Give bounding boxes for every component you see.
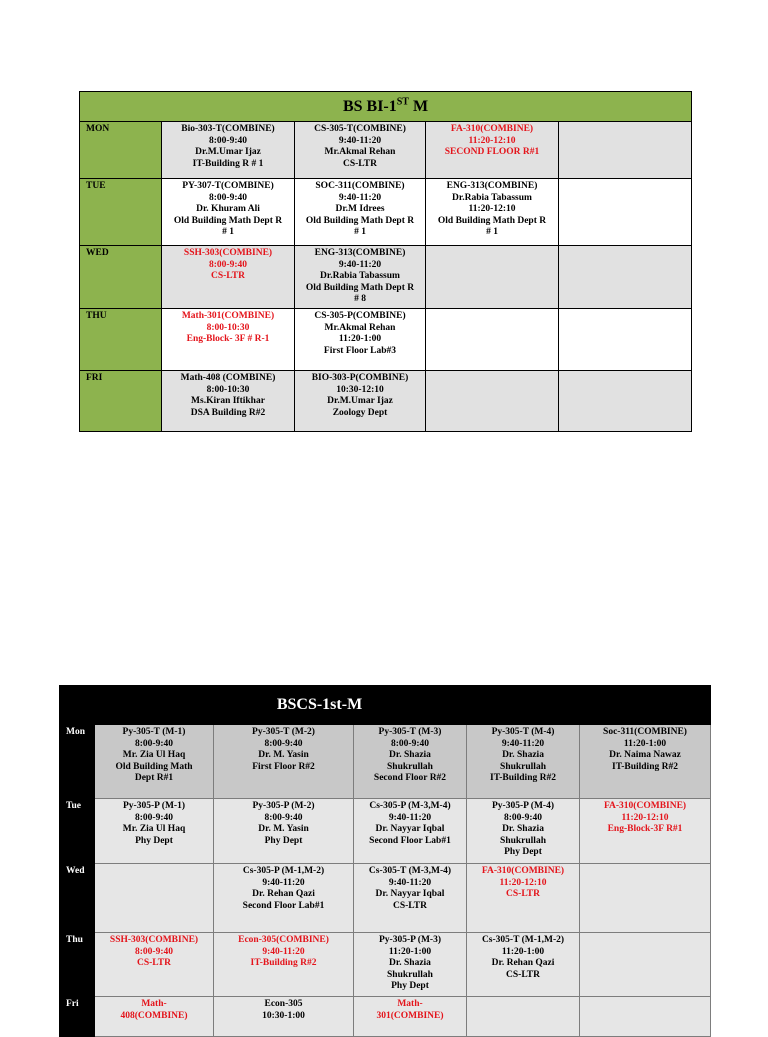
schedule-row (60, 997, 711, 1037)
class-slot-text: Py-305-P (M-2) 8:00-9:40 Dr. M. Yasin Phy Dept (252, 801, 315, 846)
class-slot-text: Py-305-T (M-3) 8:00-9:40 Dr. Shazia Shukrullah Second Floor R#2 (373, 727, 447, 783)
class-slot-text: Py-305-T (M-4) 9:40-11:20 Dr. Shazia Shukrullah IT-Building R#2 (490, 727, 556, 783)
class-slot (426, 246, 559, 309)
schedule-row (80, 122, 692, 179)
class-slot (95, 864, 214, 933)
class-slot (354, 997, 467, 1037)
class-slot-text: Math-408 (COMBINE) 8:00-10:30 Ms.Kiran Iftikhar DSA Building R#2 (180, 373, 276, 418)
class-slot (467, 864, 580, 933)
class-slot (295, 179, 426, 246)
class-slot (467, 799, 580, 864)
class-slot (214, 864, 354, 933)
class-slot-text: Econ-305 10:30-1:00 (262, 999, 305, 1021)
class-slot-text: Py-305-T (M-1) 8:00-9:40 Mr. Zia Ul Haq Old Building Math Dept R#1 (115, 727, 193, 783)
timetable1-title: BS BI-1ST M (80, 92, 692, 122)
class-slot-text: CS-305-P(COMBINE) Mr.Akmal Rehan 11:20-1:00 First Floor Lab#3 (314, 311, 406, 356)
class-slot-text: Bio-303-T(COMBINE) 8:00-9:40 Dr.M.Umar Ijaz IT-Building R # 1 (181, 124, 275, 169)
class-slot (295, 246, 426, 309)
class-slot-text: Math-301(COMBINE) 8:00-10:30 Eng-Block- 3F # R-1 (181, 311, 275, 344)
class-slot (95, 799, 214, 864)
class-slot-text: ENG-313(COMBINE) Dr.Rabia Tabassum 11:20-12:10 Old Building Math Dept R # 1 (437, 181, 547, 237)
class-slot-text: Py-305-P (M-1) 8:00-9:40 Mr. Zia Ul Haq Phy Dept (122, 801, 186, 846)
timetable2-title: BSCS-1st-M (60, 686, 580, 725)
class-slot-text: SOC-311(COMBINE) 9:40-11:20 Dr.M Idrees Old Building Math Dept R # 1 (305, 181, 415, 237)
class-slot (580, 933, 711, 997)
schedule-row (80, 246, 692, 309)
class-slot (580, 864, 711, 933)
schedule-row (60, 864, 711, 933)
class-slot-text: FA-310(COMBINE) 11:20-12:10 CS-LTR (481, 866, 565, 899)
class-slot (95, 933, 214, 997)
class-slot (426, 309, 559, 371)
schedule-row (80, 309, 692, 371)
timetable-bscs (59, 685, 711, 1037)
schedule-row (80, 371, 692, 432)
day-label: Mon (60, 725, 95, 799)
class-slot (354, 864, 467, 933)
class-slot-text: CS-305-T(COMBINE) 9:40-11:20 Mr.Akmal Rehan CS-LTR (314, 124, 406, 169)
class-slot-text: Math- 408(COMBINE) (120, 999, 188, 1021)
class-slot (354, 933, 467, 997)
class-slot (426, 122, 559, 179)
class-slot-text: Cs-305-T (M-3,M-4) 9:40-11:20 Dr. Nayyar Iqbal CS-LTR (368, 866, 452, 911)
class-slot-text: FA-310(COMBINE) 11:20-12:10 SECOND FLOOR R#1 (444, 124, 540, 157)
timetable2-title-blank (580, 686, 711, 725)
class-slot (580, 799, 711, 864)
class-slot (354, 799, 467, 864)
class-slot (295, 371, 426, 432)
day-label: WED (80, 246, 162, 309)
class-slot (354, 725, 467, 799)
day-label: THU (80, 309, 162, 371)
class-slot (95, 725, 214, 799)
class-slot-text: Py-305-P (M-4) 8:00-9:40 Dr. Shazia Shukrullah Phy Dept (492, 801, 554, 857)
class-slot (214, 799, 354, 864)
schedule-row (60, 799, 711, 864)
class-slot (162, 371, 295, 432)
day-label: FRI (80, 371, 162, 432)
class-slot (214, 725, 354, 799)
class-slot (467, 933, 580, 997)
timetable-bs-bi (79, 91, 692, 432)
class-slot-text: FA-310(COMBINE) 11:20-12:10 Eng-Block-3F R#1 (603, 801, 687, 834)
class-slot (426, 179, 559, 246)
class-slot-text: SSH-303(COMBINE) 8:00-9:40 CS-LTR (109, 935, 199, 968)
class-slot (162, 246, 295, 309)
class-slot (467, 725, 580, 799)
class-slot-text: SSH-303(COMBINE) 8:00-9:40 CS-LTR (183, 248, 273, 281)
class-slot-text: PY-307-T(COMBINE) 8:00-9:40 Dr. Khuram Ali Old Building Math Dept R # 1 (173, 181, 283, 237)
class-slot (295, 122, 426, 179)
class-slot (295, 309, 426, 371)
class-slot (162, 122, 295, 179)
class-slot (559, 179, 692, 246)
class-slot-text: BIO-303-P(COMBINE) 10:30-12:10 Dr.M.Umar Ijaz Zoology Dept (311, 373, 409, 418)
day-label: Thu (60, 933, 95, 997)
class-slot-text: Econ-305(COMBINE) 9:40-11:20 IT-Building R#2 (238, 935, 329, 968)
schedule-row (80, 179, 692, 246)
day-label: TUE (80, 179, 162, 246)
day-label: Wed (60, 864, 95, 933)
class-slot (95, 997, 214, 1037)
class-slot-text: Cs-305-P (M-3,M-4) 9:40-11:20 Dr. Nayyar Iqbal Second Floor Lab#1 (369, 801, 451, 846)
class-slot (214, 933, 354, 997)
class-slot-text: Py-305-T (M-2) 8:00-9:40 Dr. M. Yasin First Floor R#2 (252, 727, 315, 772)
class-slot (214, 997, 354, 1037)
schedule-row (60, 725, 711, 799)
class-slot (559, 122, 692, 179)
class-slot-text: Py-305-P (M-3) 11:20-1:00 Dr. Shazia Shukrullah Phy Dept (379, 935, 441, 991)
class-slot (467, 997, 580, 1037)
day-label: Fri (60, 997, 95, 1037)
class-slot (580, 725, 711, 799)
class-slot (162, 179, 295, 246)
schedule-row (60, 933, 711, 997)
class-slot-text: ENG-313(COMBINE) 9:40-11:20 Dr.Rabia Tabassum Old Building Math Dept R # 8 (305, 248, 415, 304)
class-slot-text: Soc-311(COMBINE) 11:20-1:00 Dr. Naima Nawaz IT-Building R#2 (603, 727, 687, 772)
class-slot (426, 371, 559, 432)
class-slot-text: Cs-305-T (M-1,M-2) 11:20-1:00 Dr. Rehan Qazi CS-LTR (481, 935, 565, 980)
day-label: Tue (60, 799, 95, 864)
class-slot-text: Math- 301(COMBINE) (376, 999, 444, 1021)
class-slot (559, 246, 692, 309)
class-slot (162, 309, 295, 371)
class-slot (580, 997, 711, 1037)
class-slot-text: Cs-305-P (M-1,M-2) 9:40-11:20 Dr. Rehan Qazi Second Floor Lab#1 (242, 866, 325, 911)
class-slot (559, 309, 692, 371)
class-slot (559, 371, 692, 432)
day-label: MON (80, 122, 162, 179)
